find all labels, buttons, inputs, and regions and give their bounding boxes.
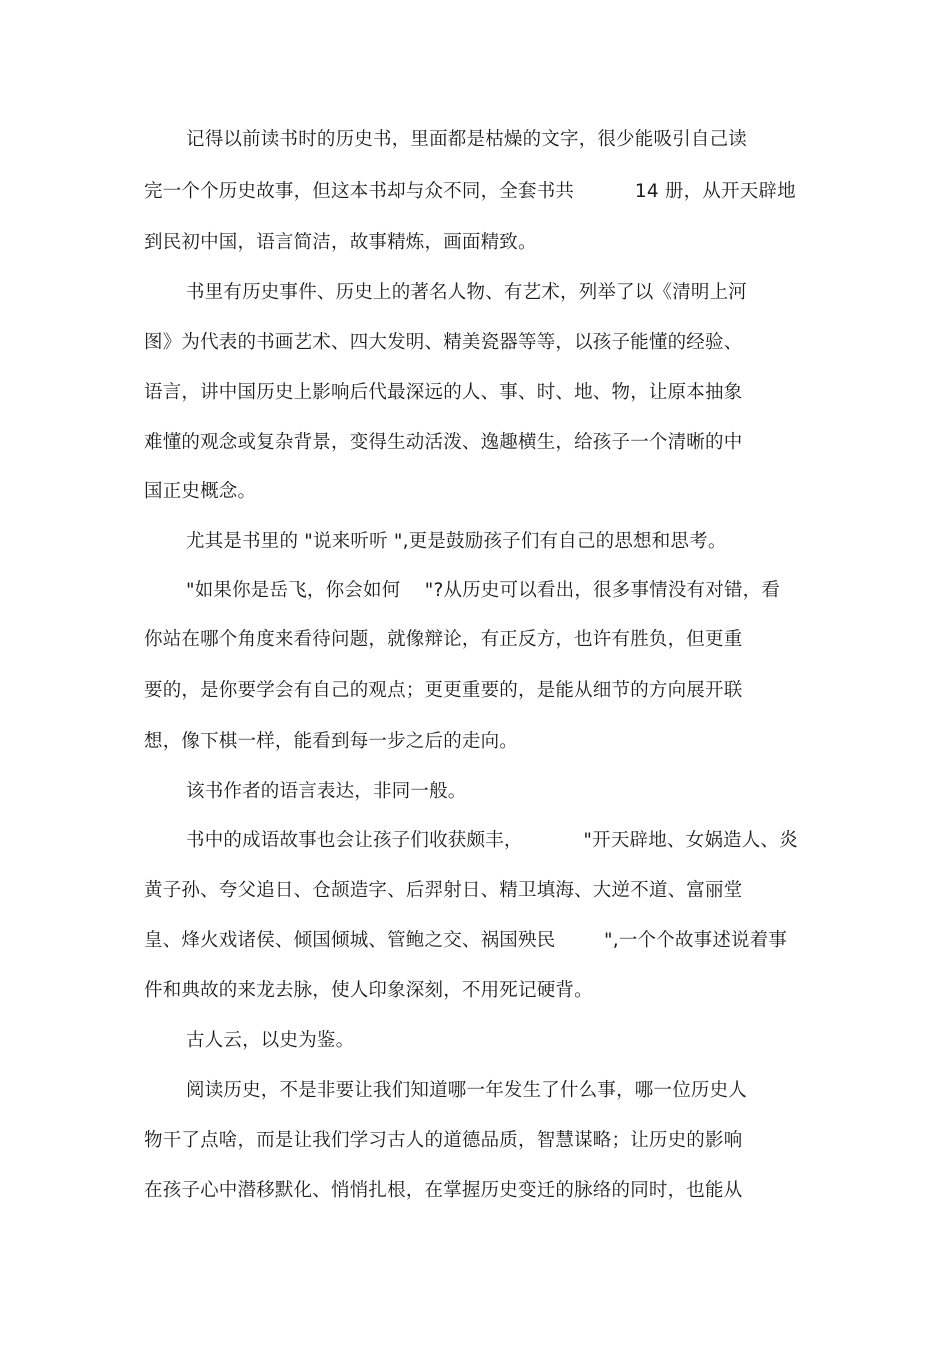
text-line: 皇、烽火戏诸侯、倾国倾城、管鲍之交、祸国殃民 ",一个个故事述说着事 — [144, 930, 788, 951]
text-line: 难懂的观念或复杂背景，变得生动活泼、逸趣横生，给孩子一个清晰的中 — [144, 432, 743, 453]
text-line: 要的，是你要学会有自己的观点；更更重要的，是能从细节的方向展开联 — [144, 680, 743, 701]
text-line: 想，像下棋一样，能看到每一步之后的走向。 — [144, 731, 519, 752]
text-line: 图》为代表的书画艺术、四大发明、精美瓷器等等，以孩子能懂的经验、 — [144, 332, 743, 353]
text-line: 物干了点啥，而是让我们学习古人的道德品质，智慧谋略；让历史的影响 — [144, 1130, 743, 1151]
text-line: 该书作者的语言表达，非同一般。 — [186, 781, 467, 802]
text-line: 书中的成语故事也会让孩子们收获颇丰， "开天辟地、女娲造人、炎 — [186, 830, 798, 851]
text-line: "如果你是岳飞，你会如何 "?从历史可以看出，很多事情没有对错，看 — [186, 580, 781, 601]
text-line: 语言，讲中国历史上影响后代最深远的人、事、时、地、物，让原本抽象 — [144, 382, 743, 403]
text-line: 完一个个历史故事，但这本书却与众不同，全套书共 14 册，从开天辟地 — [144, 181, 796, 202]
text-line: 件和典故的来龙去脉，使人印象深刻，不用死记硬背。 — [144, 980, 593, 1001]
text-line: 阅读历史，不是非要让我们知道哪一年发生了什么事，哪一位历史人 — [186, 1080, 748, 1101]
text-line: 书里有历史事件、历史上的著名人物、有艺术，列举了以《清明上河 — [186, 282, 748, 303]
text-line: 记得以前读书时的历史书，里面都是枯燥的文字，很少能吸引自己读 — [186, 129, 748, 150]
text-line: 尤其是书里的 "说来听听 ",更是鼓励孩子们有自己的思想和思考。 — [186, 531, 727, 552]
text-line: 国正史概念。 — [144, 481, 257, 502]
text-line: 在孩子心中潜移默化、悄悄扎根，在掌握历史变迁的脉络的同时，也能从 — [144, 1180, 743, 1201]
text-line: 古人云，以史为鉴。 — [186, 1030, 355, 1051]
text-line: 到民初中国，语言简洁，故事精炼，画面精致。 — [144, 232, 537, 253]
text-line: 你站在哪个角度来看待问题，就像辩论，有正反方，也许有胜负，但更重 — [144, 629, 743, 650]
text-line: 黄子孙、夸父追日、仓颉造字、后羿射日、精卫填海、大逆不道、富丽堂 — [144, 880, 743, 901]
